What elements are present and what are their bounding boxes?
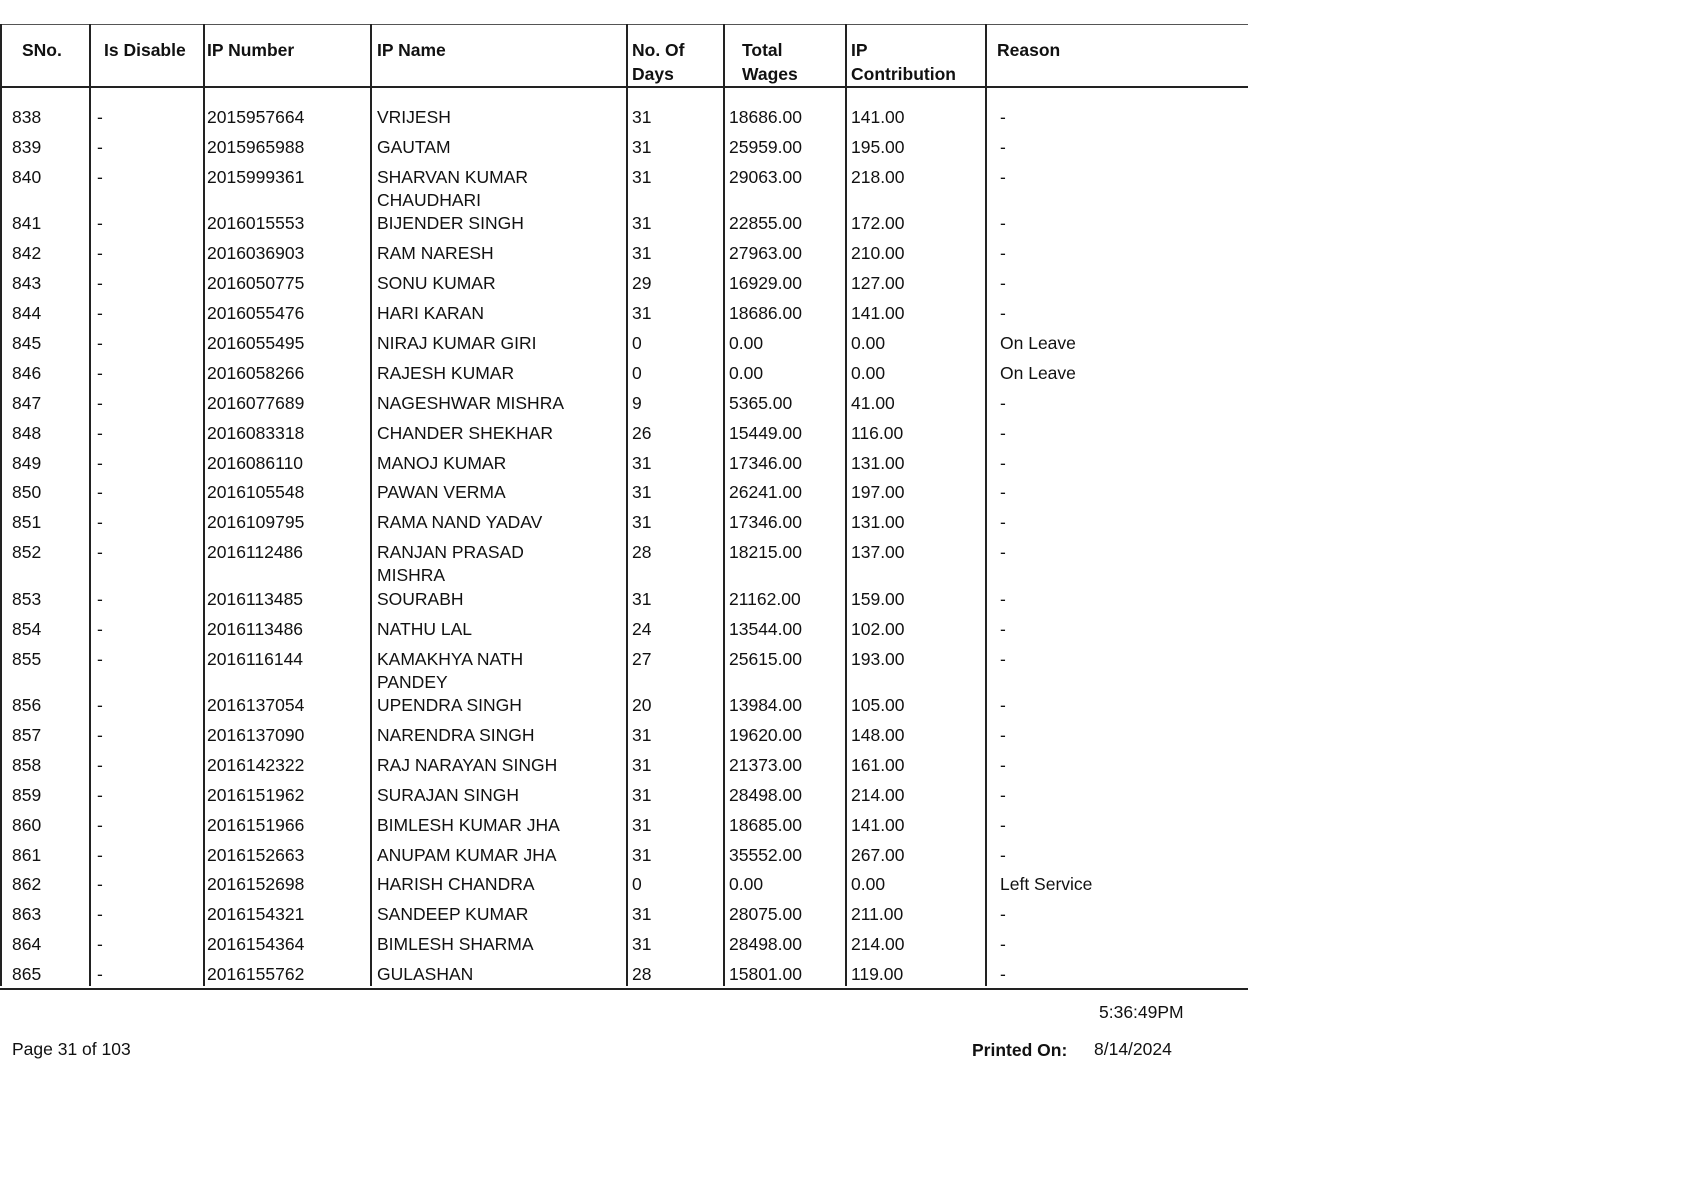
cell-ip-name: HARI KARAN — [377, 303, 484, 323]
cell-is-disable: - — [97, 422, 103, 443]
cell-ip-contribution: 119.00 — [851, 964, 904, 985]
cell-no-of-days: 31 — [632, 784, 652, 805]
cell-no-of-days: 31 — [632, 303, 652, 323]
cell-total-wages: 28498.00 — [729, 934, 802, 955]
cell-is-disable: - — [97, 452, 103, 473]
cell-is-disable: - — [97, 724, 103, 745]
table-row — [0, 541, 1248, 586]
cell-no-of-days: 31 — [632, 243, 652, 264]
cell-ip-contribution: 41.00 — [851, 392, 895, 413]
header-reason: Reason — [997, 40, 1061, 60]
printed-date: 8/14/2024 — [1094, 1039, 1172, 1059]
cell-is-disable: - — [97, 695, 103, 715]
table-row — [0, 648, 1248, 692]
cell-reason: - — [1000, 422, 1006, 443]
cell-no-of-days: 31 — [632, 213, 652, 234]
cell-sno: 850 — [12, 482, 42, 503]
cell-sno: 838 — [12, 107, 42, 127]
cell-no-of-days: 31 — [632, 107, 652, 127]
cell-ip-contribution: 137.00 — [851, 542, 905, 563]
cell-ip-number: 2016152698 — [207, 874, 305, 895]
cell-no-of-days: 31 — [632, 512, 652, 533]
cell-ip-name: NARENDRA SINGH — [377, 724, 535, 745]
cell-sno: 861 — [12, 844, 42, 865]
cell-ip-number: 2016116144 — [207, 648, 304, 669]
cell-sno: 841 — [12, 213, 42, 234]
cell-total-wages: 15449.00 — [729, 422, 802, 443]
cell-ip-name: RAJESH KUMAR — [377, 362, 515, 383]
header-total-wages: Total Wages — [742, 40, 798, 84]
cell-sno: 859 — [12, 784, 42, 805]
cell-ip-contribution: 159.00 — [851, 588, 905, 609]
cell-ip-name: RAJ NARAYAN SINGH — [377, 754, 558, 775]
cell-no-of-days: 31 — [632, 166, 652, 187]
cell-ip-name: GULASHAN — [377, 964, 474, 985]
table-row — [0, 694, 1248, 724]
cell-ip-contribution: 210.00 — [851, 243, 905, 264]
cell-is-disable: - — [97, 648, 103, 669]
cell-is-disable: - — [97, 542, 103, 563]
cell-reason: On Leave — [1000, 332, 1076, 353]
cell-ip-number: 2016155762 — [207, 964, 305, 985]
cell-no-of-days: 28 — [632, 542, 652, 563]
header-sno: SNo. — [22, 40, 62, 60]
cell-ip-contribution: 141.00 — [851, 303, 905, 323]
cell-reason: - — [1000, 934, 1006, 955]
cell-no-of-days: 0 — [632, 874, 642, 895]
cell-reason: - — [1000, 107, 1006, 127]
table-row — [0, 873, 1248, 903]
cell-is-disable: - — [97, 618, 103, 639]
cell-ip-contribution: 116.00 — [851, 422, 904, 443]
cell-total-wages: 26241.00 — [729, 482, 802, 503]
cell-ip-contribution: 218.00 — [851, 166, 905, 187]
table-row — [0, 362, 1248, 392]
table-row — [0, 844, 1248, 874]
cell-reason: - — [1000, 512, 1006, 533]
printed-on-label: Printed On: — [972, 1040, 1068, 1060]
cell-sno: 855 — [12, 648, 42, 669]
cell-reason: - — [1000, 814, 1006, 835]
cell-ip-name: RANJAN PRASAD MISHRA — [377, 542, 524, 586]
cell-ip-contribution: 172.00 — [851, 213, 905, 234]
cell-reason: - — [1000, 618, 1006, 639]
cell-total-wages: 25959.00 — [729, 136, 802, 157]
cell-sno: 844 — [12, 303, 42, 323]
cell-reason: - — [1000, 542, 1006, 563]
cell-no-of-days: 31 — [632, 136, 652, 157]
cell-ip-contribution: 197.00 — [851, 482, 905, 503]
cell-is-disable: - — [97, 392, 103, 413]
cell-ip-name: ANUPAM KUMAR JHA — [377, 844, 557, 865]
cell-ip-number: 2016113485 — [207, 588, 304, 609]
cell-no-of-days: 9 — [632, 392, 642, 413]
cell-ip-name: SOURABH — [377, 588, 464, 609]
cell-total-wages: 16929.00 — [729, 273, 802, 294]
table-top-border — [0, 24, 1248, 25]
table-row — [0, 724, 1248, 754]
cell-ip-name: RAM NARESH — [377, 243, 494, 264]
cell-total-wages: 18215.00 — [729, 542, 802, 563]
cell-ip-number: 2015965988 — [207, 136, 305, 157]
cell-no-of-days: 20 — [632, 695, 652, 715]
table-row — [0, 511, 1248, 541]
cell-is-disable: - — [97, 482, 103, 503]
table-row — [0, 963, 1248, 993]
cell-sno: 862 — [12, 874, 42, 895]
cell-sno: 852 — [12, 542, 42, 563]
cell-total-wages: 21162.00 — [729, 588, 801, 609]
cell-ip-number: 2016152663 — [207, 844, 305, 865]
cell-is-disable: - — [97, 136, 103, 157]
cell-total-wages: 15801.00 — [729, 964, 802, 985]
table-row — [0, 332, 1248, 362]
cell-ip-number: 2016137090 — [207, 724, 305, 745]
cell-no-of-days: 31 — [632, 724, 652, 745]
header-ip-name: IP Name — [377, 40, 446, 60]
cell-reason: - — [1000, 784, 1006, 805]
cell-ip-contribution: 161.00 — [851, 754, 905, 775]
cell-total-wages: 13544.00 — [729, 618, 802, 639]
cell-reason: - — [1000, 904, 1006, 925]
cell-no-of-days: 0 — [632, 362, 642, 383]
cell-ip-contribution: 141.00 — [851, 814, 905, 835]
cell-total-wages: 27963.00 — [729, 243, 802, 264]
cell-reason: - — [1000, 136, 1006, 157]
table-row — [0, 933, 1248, 963]
cell-sno: 845 — [12, 332, 42, 353]
cell-ip-name: UPENDRA SINGH — [377, 695, 522, 715]
cell-ip-number: 2016077689 — [207, 392, 305, 413]
cell-is-disable: - — [97, 814, 103, 835]
cell-ip-number: 2015999361 — [207, 166, 305, 187]
cell-sno: 851 — [12, 512, 42, 533]
table-row — [0, 422, 1248, 452]
table-row — [0, 618, 1248, 648]
cell-ip-name: BIMLESH SHARMA — [377, 934, 534, 955]
cell-no-of-days: 31 — [632, 588, 652, 609]
cell-ip-number: 2016055476 — [207, 303, 305, 323]
cell-no-of-days: 31 — [632, 904, 652, 925]
cell-ip-number: 2016137054 — [207, 695, 305, 715]
cell-ip-name: KAMAKHYA NATH PANDEY — [377, 648, 524, 692]
cell-is-disable: - — [97, 362, 103, 383]
cell-ip-name: SURAJAN SINGH — [377, 784, 519, 805]
cell-sno: 863 — [12, 904, 42, 925]
cell-ip-contribution: 0.00 — [851, 362, 886, 383]
cell-ip-name: BIJENDER SINGH — [377, 213, 524, 234]
cell-total-wages: 18686.00 — [729, 107, 802, 127]
cell-reason: - — [1000, 588, 1006, 609]
cell-sno: 846 — [12, 362, 42, 383]
cell-is-disable: - — [97, 844, 103, 865]
table-row — [0, 136, 1248, 166]
cell-ip-number: 2016151966 — [207, 814, 305, 835]
cell-ip-number: 2016036903 — [207, 243, 305, 264]
cell-ip-contribution: 195.00 — [851, 136, 905, 157]
cell-ip-number: 2016109795 — [207, 512, 305, 533]
cell-ip-number: 2016151962 — [207, 784, 305, 805]
cell-reason: - — [1000, 964, 1006, 985]
cell-ip-name: PAWAN VERMA — [377, 482, 506, 503]
cell-sno: 856 — [12, 695, 42, 715]
cell-total-wages: 35552.00 — [729, 844, 802, 865]
table-row — [0, 166, 1248, 210]
table-row — [0, 272, 1248, 302]
cell-ip-contribution: 127.00 — [851, 273, 905, 294]
table-row — [0, 588, 1248, 618]
cell-reason: Left Service — [1000, 874, 1093, 895]
table-row — [0, 212, 1248, 242]
cell-total-wages: 18686.00 — [729, 303, 802, 323]
cell-reason: - — [1000, 273, 1006, 294]
cell-total-wages: 17346.00 — [729, 512, 802, 533]
header-is-disable: Is Disable — [104, 40, 186, 60]
cell-no-of-days: 31 — [632, 844, 652, 865]
cell-ip-number: 2016142322 — [207, 754, 305, 775]
table-row — [0, 302, 1248, 332]
cell-ip-name: RAMA NAND YADAV — [377, 512, 543, 533]
table-row — [0, 903, 1248, 933]
cell-ip-name: BIMLESH KUMAR JHA — [377, 814, 560, 835]
cell-ip-name: NIRAJ KUMAR GIRI — [377, 332, 537, 353]
cell-sno: 865 — [12, 964, 42, 985]
cell-ip-name: SANDEEP KUMAR — [377, 904, 529, 925]
cell-total-wages: 17346.00 — [729, 452, 802, 473]
table-row — [0, 242, 1248, 272]
cell-ip-number: 2016058266 — [207, 362, 305, 383]
header-ip-number: IP Number — [207, 40, 295, 60]
cell-is-disable: - — [97, 273, 103, 294]
cell-ip-name: CHANDER SHEKHAR — [377, 422, 553, 443]
table-row — [0, 106, 1248, 136]
cell-ip-name: HARISH CHANDRA — [377, 874, 535, 895]
cell-reason: - — [1000, 166, 1006, 187]
cell-total-wages: 0.00 — [729, 874, 764, 895]
cell-is-disable: - — [97, 166, 103, 187]
cell-reason: - — [1000, 392, 1006, 413]
table-row — [0, 392, 1248, 422]
cell-no-of-days: 31 — [632, 754, 652, 775]
cell-no-of-days: 28 — [632, 964, 652, 985]
cell-ip-contribution: 0.00 — [851, 332, 886, 353]
cell-is-disable: - — [97, 213, 103, 234]
cell-reason: - — [1000, 243, 1006, 264]
cell-ip-number: 2016113486 — [207, 618, 304, 639]
cell-sno: 842 — [12, 243, 42, 264]
cell-is-disable: - — [97, 303, 103, 323]
cell-total-wages: 21373.00 — [729, 754, 802, 775]
cell-ip-contribution: 193.00 — [851, 648, 905, 669]
cell-is-disable: - — [97, 754, 103, 775]
cell-sno: 847 — [12, 392, 42, 413]
cell-ip-contribution: 267.00 — [851, 844, 905, 865]
cell-no-of-days: 31 — [632, 482, 652, 503]
cell-reason: - — [1000, 452, 1006, 473]
cell-ip-name: NATHU LAL — [377, 618, 472, 639]
cell-reason: On Leave — [1000, 362, 1076, 383]
cell-reason: - — [1000, 844, 1006, 865]
cell-ip-contribution: 214.00 — [851, 784, 905, 805]
cell-sno: 864 — [12, 934, 42, 955]
header-bottom-border — [0, 86, 1248, 88]
cell-sno: 848 — [12, 422, 42, 443]
cell-is-disable: - — [97, 332, 103, 353]
cell-sno: 858 — [12, 754, 42, 775]
cell-total-wages: 0.00 — [729, 332, 764, 353]
cell-ip-contribution: 0.00 — [851, 874, 886, 895]
cell-total-wages: 19620.00 — [729, 724, 802, 745]
cell-is-disable: - — [97, 588, 103, 609]
cell-total-wages: 5365.00 — [729, 392, 793, 413]
cell-ip-contribution: 102.00 — [851, 618, 905, 639]
cell-sno: 843 — [12, 273, 42, 294]
cell-ip-contribution: 131.00 — [851, 452, 905, 473]
cell-ip-number: 2016050775 — [207, 273, 305, 294]
table-row — [0, 481, 1248, 511]
cell-total-wages: 28498.00 — [729, 784, 802, 805]
cell-ip-name: NAGESHWAR MISHRA — [377, 392, 565, 413]
cell-total-wages: 0.00 — [729, 362, 764, 383]
cell-ip-name: VRIJESH — [377, 107, 451, 127]
cell-ip-number: 2016055495 — [207, 332, 305, 353]
cell-no-of-days: 31 — [632, 814, 652, 835]
cell-is-disable: - — [97, 964, 103, 985]
cell-is-disable: - — [97, 512, 103, 533]
cell-ip-number: 2016154321 — [207, 904, 305, 925]
cell-reason: - — [1000, 303, 1006, 323]
header-no-of-days: No. Of Days — [632, 40, 685, 84]
cell-ip-name: SHARVAN KUMAR CHAUDHARI — [377, 166, 529, 210]
cell-no-of-days: 31 — [632, 934, 652, 955]
cell-no-of-days: 31 — [632, 452, 652, 473]
cell-ip-name: GAUTAM — [377, 136, 451, 157]
cell-is-disable: - — [97, 243, 103, 264]
cell-reason: - — [1000, 724, 1006, 745]
cell-ip-number: 2016112486 — [207, 542, 304, 563]
cell-no-of-days: 29 — [632, 273, 652, 294]
cell-sno: 854 — [12, 618, 42, 639]
print-time: 5:36:49PM — [1099, 1002, 1184, 1022]
cell-reason: - — [1000, 754, 1006, 775]
cell-ip-contribution: 211.00 — [851, 904, 904, 925]
cell-ip-contribution: 141.00 — [851, 107, 905, 127]
cell-ip-name: SONU KUMAR — [377, 273, 496, 294]
cell-sno: 860 — [12, 814, 42, 835]
cell-reason: - — [1000, 648, 1006, 669]
cell-ip-contribution: 214.00 — [851, 934, 905, 955]
cell-sno: 840 — [12, 166, 42, 187]
cell-total-wages: 13984.00 — [729, 695, 802, 715]
table-row — [0, 754, 1248, 784]
cell-no-of-days: 24 — [632, 618, 652, 639]
page-number: Page 31 of 103 — [12, 1039, 131, 1059]
cell-ip-number: 2016083318 — [207, 422, 305, 443]
cell-total-wages: 29063.00 — [729, 166, 802, 187]
cell-ip-number: 2015957664 — [207, 107, 305, 127]
cell-is-disable: - — [97, 784, 103, 805]
cell-reason: - — [1000, 695, 1006, 715]
cell-is-disable: - — [97, 874, 103, 895]
cell-ip-number: 2016154364 — [207, 934, 305, 955]
cell-sno: 853 — [12, 588, 42, 609]
cell-ip-number: 2016105548 — [207, 482, 305, 503]
cell-ip-contribution: 148.00 — [851, 724, 905, 745]
cell-total-wages: 25615.00 — [729, 648, 802, 669]
cell-total-wages: 18685.00 — [729, 814, 802, 835]
cell-is-disable: - — [97, 904, 103, 925]
table-row — [0, 814, 1248, 844]
cell-ip-name: MANOJ KUMAR — [377, 452, 507, 473]
cell-is-disable: - — [97, 107, 103, 127]
cell-reason: - — [1000, 482, 1006, 503]
cell-sno: 839 — [12, 136, 42, 157]
cell-sno: 849 — [12, 452, 42, 473]
header-ip-contribution: IP Contribution — [851, 40, 956, 84]
table-row — [0, 452, 1248, 482]
cell-ip-number: 2016086110 — [207, 452, 304, 473]
cell-reason: - — [1000, 213, 1006, 234]
cell-is-disable: - — [97, 934, 103, 955]
cell-ip-number: 2016015553 — [207, 213, 305, 234]
cell-ip-contribution: 105.00 — [851, 695, 905, 715]
cell-no-of-days: 0 — [632, 332, 642, 353]
cell-sno: 857 — [12, 724, 42, 745]
cell-ip-contribution: 131.00 — [851, 512, 905, 533]
cell-no-of-days: 26 — [632, 422, 652, 443]
cell-total-wages: 28075.00 — [729, 904, 802, 925]
cell-total-wages: 22855.00 — [729, 213, 802, 234]
table-row — [0, 784, 1248, 814]
cell-no-of-days: 27 — [632, 648, 652, 669]
